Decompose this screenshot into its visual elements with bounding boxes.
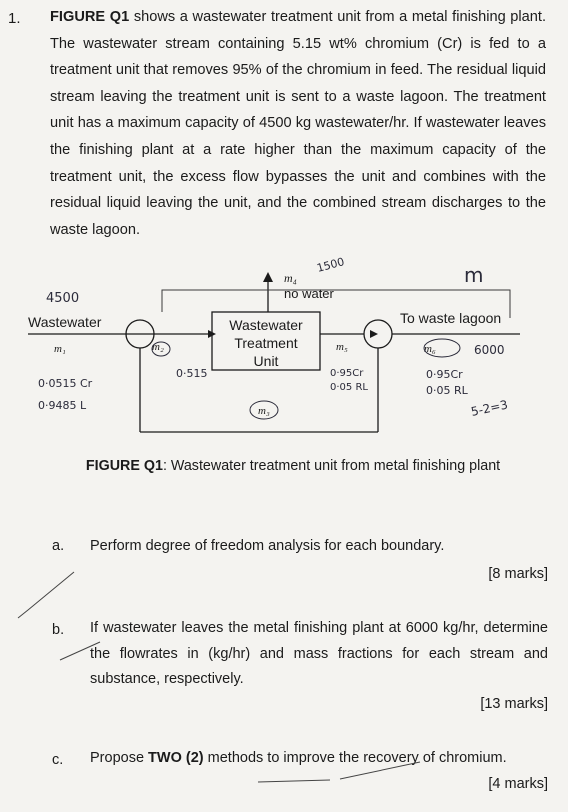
hand-m-big: m — [464, 263, 484, 287]
hand-1500: 1500 — [315, 255, 346, 275]
hand-9485: 0·9485 L — [38, 399, 87, 412]
hand-005rl-a: 0·05 RL — [330, 382, 368, 393]
caption-label: FIGURE Q1 — [85, 458, 163, 474]
hand-0515-cr: 0·0515 Cr — [38, 377, 93, 390]
subquestion-c-marks: [4 marks] — [488, 776, 548, 792]
question-text: shows a wastewater treatment unit from a metal finishing plant. The wastewater stream containing 5.15 wt% chromium (Cr) is fed to a treatment unit that removes 95% of the chromium in feed. The residual liquid stream leaving the treatment unit is sent to a waste lagoon. The treatment unit has a maximum capacity of 4500 kg wastewater/hr. If wastewater leaves the finishing plant at a rate higher than the maximum capacity of the treatment unit, the excess flow bypasses the unit and combines with the residual liquid leaving the unit, and the combined stream discharges to the waste lagoon. — [50, 9, 547, 238]
unit-label-line3: Unit — [253, 353, 279, 369]
pencil-tick-a — [18, 572, 74, 618]
subquestion-a-marks: [8 marks] — [488, 566, 548, 582]
subquestion-c-text-post: methods to improve the recovery of chromium. — [203, 750, 507, 766]
subquestion-b-marks: [13 marks] — [480, 696, 548, 712]
hand-5-2-3: 5-2=3 — [469, 397, 510, 419]
hand-4500: 4500 — [46, 291, 80, 306]
m3-label: m₃ — [258, 405, 270, 417]
hand-6000: 6000 — [474, 343, 505, 357]
hand-0515: 0·515 — [176, 367, 208, 380]
hand-095cr-b: 0·95Cr — [426, 368, 463, 381]
m5-label: m₅ — [336, 341, 348, 353]
subquestion-a-label: a. — [52, 538, 65, 554]
unit-label-line2: Treatment — [234, 335, 298, 351]
caption-text: : Wastewater treatment unit from metal finishing plant — [162, 458, 501, 474]
subquestion-c-text-pre: Propose — [90, 750, 149, 766]
hand-095cr-a: 0·95Cr — [330, 368, 364, 379]
subquestion-a-text: Perform degree of freedom analysis for each boundary. — [90, 538, 445, 554]
subquestion-b-label: b. — [52, 622, 65, 638]
m2-label: m₂ — [152, 341, 164, 353]
hand-005rl-b: 0·05 RL — [426, 384, 468, 397]
outlet-label: To waste lagoon — [400, 310, 502, 326]
m1-label: m₁ — [54, 343, 66, 355]
top-stream-label: no water — [284, 286, 334, 301]
subquestion-c-text-bold: TWO (2) — [148, 750, 204, 766]
subquestion-c-label: c. — [52, 752, 64, 768]
unit-label-line1: Wastewater — [229, 317, 303, 333]
question-number: 1. — [8, 10, 21, 27]
m4-label: m₄ — [284, 271, 297, 285]
subquestion-b-text: If wastewater leaves the metal finishing plant at 6000 kg/hr, determine the flowrates in (kg/hr) and mass fractions for each stream and substance, respectively. — [90, 620, 548, 687]
inlet-label: Wastewater — [28, 314, 102, 330]
m6-label: m₆ — [424, 343, 436, 355]
figure-reference: FIGURE Q1 — [50, 9, 130, 25]
pencil-underline-c — [258, 762, 420, 782]
pencil-mark-b — [60, 642, 100, 660]
